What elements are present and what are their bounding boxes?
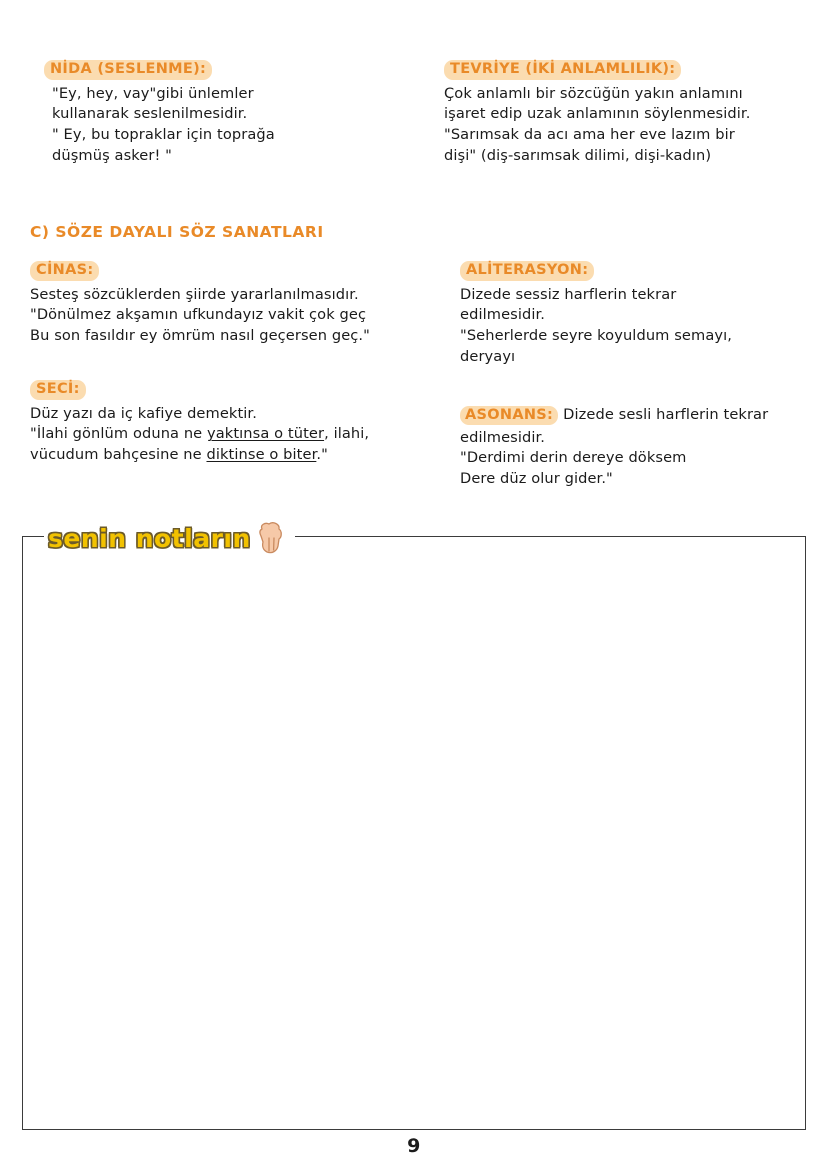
underlined-phrase: diktinse o biter <box>206 446 317 464</box>
section-aliterasyon-body <box>460 285 810 368</box>
notes-label-group <box>44 521 295 555</box>
section-asonans-heading: ASONANS: <box>460 406 558 425</box>
section-seci-heading: SECİ: <box>30 380 86 400</box>
text-line: Dizede sessiz harflerin tekrar <box>460 285 677 303</box>
pointing-hand-icon <box>255 520 289 556</box>
section-seci-heading-wrap <box>30 378 450 400</box>
notes-title: senin notların <box>48 523 251 553</box>
text-line: Dere düz olur gider." <box>460 470 613 488</box>
page-number: 9 <box>407 1135 421 1157</box>
text-line: Çok anlamlı bir sözcüğün yakın anlamını <box>444 84 743 102</box>
section-nida-heading-wrap <box>44 58 394 80</box>
notes-area[interactable] <box>22 536 806 1130</box>
text-line: edilmesidir. <box>460 306 546 324</box>
text-line: edilmesidir. <box>460 428 546 446</box>
text-line: Sesteş sözcüklerden şiirde yararlanılmasıdır. <box>30 285 359 303</box>
section-cinas <box>30 259 440 347</box>
text-line: deryayı <box>460 347 516 365</box>
text-line: kullanarak seslenilmesidir. <box>52 105 248 123</box>
text-line: " Ey, bu topraklar için toprağa <box>52 126 275 144</box>
section-asonans <box>460 405 810 490</box>
text-line: işaret edip uzak anlamının söylenmesidir. <box>444 105 751 123</box>
section-cinas-heading: CİNAS: <box>30 261 99 281</box>
section-tevriye <box>444 58 800 167</box>
section-aliterasyon-heading: ALİTERASYON: <box>460 261 594 281</box>
section-asonans-body <box>460 428 810 490</box>
section-nida-body <box>44 84 394 167</box>
text-line: düşmüş asker! " <box>52 146 172 164</box>
section-seci <box>30 378 450 466</box>
section-tevriye-heading: TEVRİYE (İKİ ANLAMLILIK): <box>444 60 681 80</box>
text-line: Düz yazı da iç kafiye demektir. <box>30 404 257 422</box>
section-nida <box>44 58 394 167</box>
text-line: "Ey, hey, vay"gibi ünlemler <box>52 84 254 102</box>
section-asonans-first-line <box>460 405 810 426</box>
text-line: "Derdimi derin dereye döksem <box>460 449 687 467</box>
text-line: "Dönülmez akşamın ufkundayız vakit çok geç <box>30 306 367 324</box>
text-line: Dizede sesli harflerin tekrar <box>563 406 769 423</box>
section-tevriye-body <box>444 84 800 167</box>
section-nida-heading: NİDA (SESLENME): <box>44 60 212 80</box>
underlined-phrase: yaktınsa o tüter <box>207 425 325 443</box>
text-line: Bu son fasıldır ey ömrüm nasıl geçersen geç." <box>30 327 370 345</box>
section-cinas-body <box>30 285 440 347</box>
text-line: "Sarımsak da acı ama her eve lazım bir <box>444 126 735 144</box>
section-cinas-heading-wrap <box>30 259 440 281</box>
text-line: "İlahi gönlüm oduna ne yaktınsa o tüter, ilahi, <box>30 425 370 443</box>
text-line: vücudum bahçesine ne diktinse o biter." <box>30 446 328 464</box>
section-c-title-wrap <box>30 222 450 241</box>
section-tevriye-heading-wrap <box>444 58 800 80</box>
section-aliterasyon-heading-wrap <box>460 259 810 281</box>
section-seci-body <box>30 404 450 466</box>
section-aliterasyon <box>460 259 810 368</box>
section-c-title: C) SÖZE DAYALI SÖZ SANATLARI <box>30 223 324 241</box>
text-line: dişi" (diş-sarımsak dilimi, dişi-kadın) <box>444 146 712 164</box>
text-line: "Seherlerde seyre koyuldum semayı, <box>460 327 732 345</box>
